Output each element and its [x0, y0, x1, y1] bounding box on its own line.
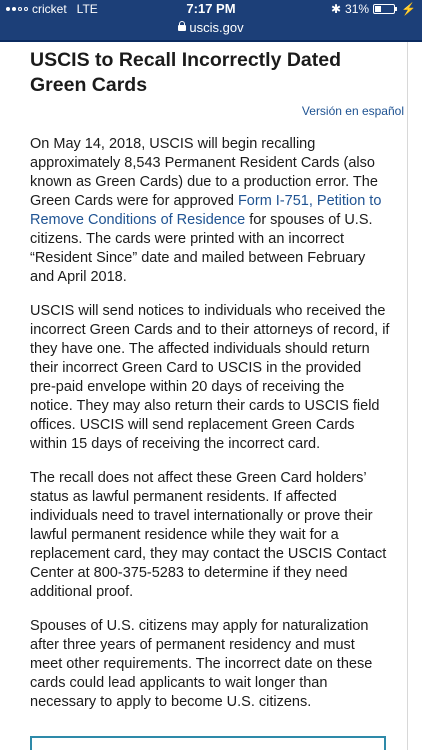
bluetooth-icon: ✱	[330, 2, 342, 16]
charging-icon: ⚡	[401, 2, 416, 16]
page-domain: uscis.gov	[189, 20, 244, 35]
article-body	[30, 135, 390, 712]
lock-icon	[178, 25, 186, 31]
status-time: 7:17 PM	[186, 1, 236, 16]
paragraph-4: Spouses of U.S. citizens may apply for naturalization after three years of permanent residency and must meet other requirements. The incorrect date on these cards could lead applicants to wait longer than necessary to apply to become U.S. citizens.	[30, 618, 373, 710]
browser-top-bar	[0, 0, 422, 40]
address-bar[interactable]	[0, 19, 422, 37]
battery-icon	[373, 4, 395, 14]
spanish-version-link[interactable]: Versión en español	[301, 104, 404, 118]
network-type: LTE	[76, 2, 98, 16]
paragraph-2: USCIS will send notices to individuals who received the incorrect Green Cards and to their attorneys of record, if they have one. The affected individuals should return their incorrect Green Card to USCIS in the provided pre-paid envelope within 20 days of receiving the notice. They may also return their cards to USCIS field offices. USCIS will send replacement Green Cards within 15 days of receiving the incorrect card.	[30, 303, 390, 452]
carrier-name: cricket	[32, 2, 67, 16]
next-section-card	[30, 736, 386, 750]
header-divider	[0, 40, 422, 42]
status-right	[331, 0, 416, 18]
page-title: USCIS to Recall Incorrectly Dated Green Cards	[30, 49, 342, 96]
paragraph-1-text-b: for spouses of U.S. citizens. The cards were printed with an incorrect “Resident Since” date and mailed between February and April 2018.	[30, 212, 373, 285]
battery-percent: 31%	[345, 2, 370, 16]
battery-fill	[375, 6, 381, 12]
paragraph-1	[30, 135, 390, 287]
article-content	[30, 48, 404, 727]
form-i751-link[interactable]: Form I-751, Petition to Remove Conditions of Residence	[30, 193, 382, 228]
paragraph-1-text-a: On May 14, 2018, USCIS will begin recalling approximately 8,543 Permanent Resident Cards (also known as Green Cards) due to a production error. The Green Cards were for approved	[30, 136, 378, 209]
paragraph-3: The recall does not affect these Green Card holders’ status as lawful permanent residents. If affected individuals need to travel internationally or prove their lawful permanent residence while they wait for a replacement card, they may contact the USCIS Contact Center at 800-375-5283 to determine if they need additional proof.	[30, 470, 387, 600]
status-bar	[0, 0, 422, 18]
page-scroll-rail	[407, 42, 408, 750]
